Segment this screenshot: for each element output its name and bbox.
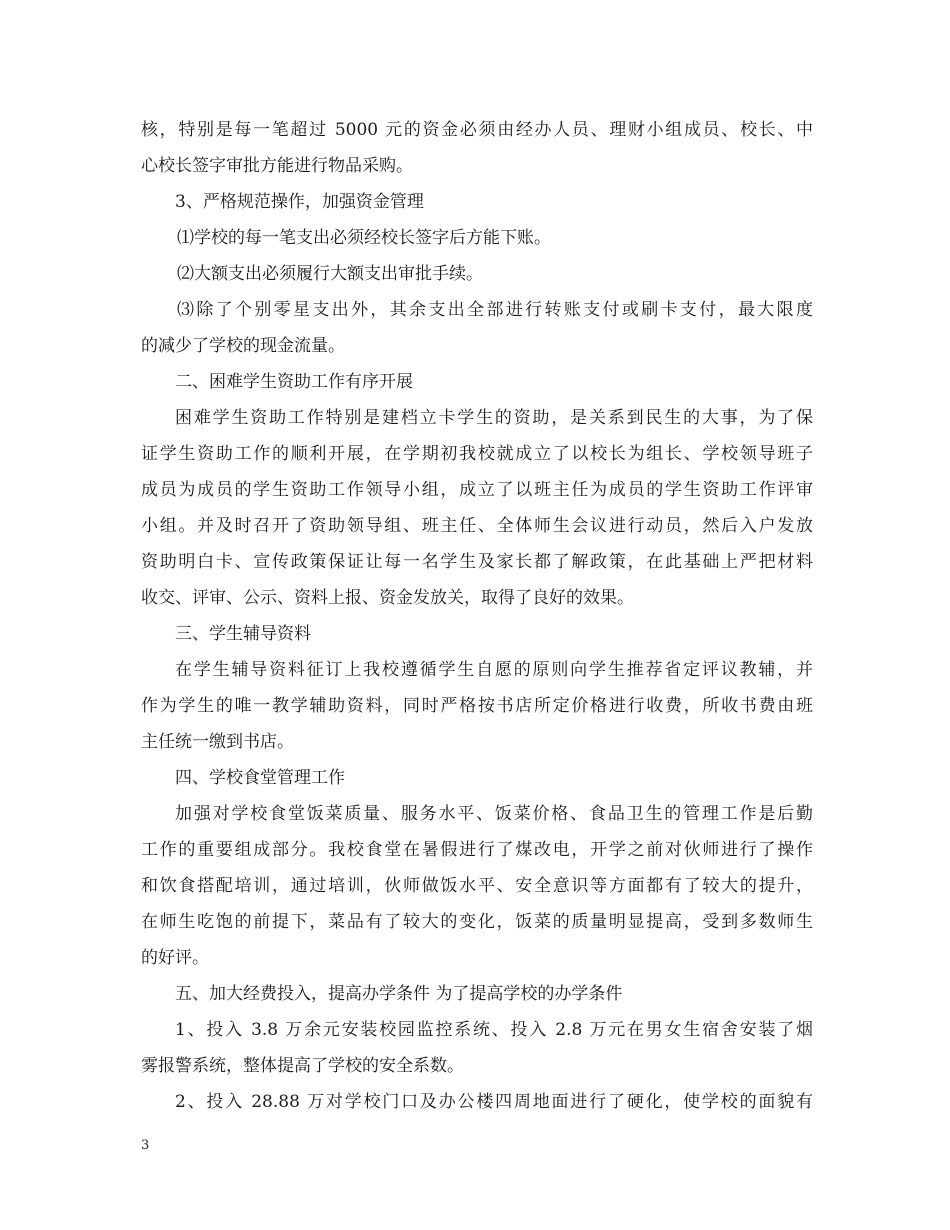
document-body [141, 112, 813, 1120]
list-item: ⑴学校的每一笔支出必须经校长签字后方能下账。 [177, 228, 551, 248]
paragraph-line: 核，特别是每一笔超过 5000 元的资金必须由经办人员、理财小组成员、校长、中 [141, 120, 813, 140]
list-item: ⑵大额支出必须履行大额支出审批手续。 [177, 264, 483, 284]
paragraph-line: 困难学生资助工作特别是建档立卡学生的资助，是关系到民生的大事，为了保 [175, 408, 813, 428]
paragraph-line: 在师生吃饱的前提下，菜品有了较大的变化，饭菜的质量明显提高，受到多数师生 [141, 912, 813, 932]
paragraph-line: 在学生辅导资料征订上我校遵循学生自愿的原则向学生推荐省定评议教辅，并 [175, 660, 813, 680]
paragraph-line: 加强对学校食堂饭菜质量、服务水平、饭菜价格、食品卫生的管理工作是后勤 [175, 804, 813, 824]
paragraph-line: 资助明白卡、宣传政策保证让每一名学生及家长都了解政策，在此基础上严把材料 [141, 552, 813, 572]
paragraph-line: 收交、评审、公示、资料上报、资金发放关，取得了良好的效果。 [141, 588, 634, 608]
paragraph-line: 证学生资助工作的顺利开展，在学期初我校就成立了以校长为组长、学校领导班子 [141, 444, 813, 464]
section-heading: 二、困难学生资助工作有序开展 [175, 372, 413, 392]
paragraph-line: 的减少了学校的现金流量。 [141, 336, 345, 356]
section-heading: 三、学生辅导资料 [175, 624, 311, 644]
section-heading: 五、加大经费投入，提高办学条件 为了提高学校的办学条件 [175, 984, 623, 1004]
paragraph-line: 成员为成员的学生资助工作领导小组，成立了以班主任为成员的学生资助工作评审 [141, 480, 813, 500]
paragraph-line: 的好评。 [141, 948, 209, 968]
paragraph-line: 1、投入 3.8 万余元安装校园监控系统、投入 2.8 万元在男女生宿舍安装了烟 [175, 1020, 813, 1040]
paragraph-line: 2、投入 28.88 万对学校门口及办公楼四周地面进行了硬化，使学校的面貌有 [175, 1092, 813, 1112]
paragraph-line: 和饮食搭配培训，通过培训，伙师做饭水平、安全意识等方面都有了较大的提升， [141, 876, 813, 896]
list-item: ⑶除了个别零星支出外，其余支出全部进行转账支付或刷卡支付，最大限度 [177, 300, 813, 320]
paragraph-line: 心校长签字审批方能进行物品采购。 [141, 156, 413, 176]
paragraph-line: 雾报警系统，整体提高了学校的安全系数。 [141, 1056, 464, 1076]
section-heading: 3、严格规范操作，加强资金管理 [175, 192, 424, 212]
paragraph-line: 小组。并及时召开了资助领导组、班主任、全体师生会议进行动员，然后入户发放 [141, 516, 813, 536]
paragraph-line: 工作的重要组成部分。我校食堂在暑假进行了煤改电，开学之前对伙师进行了操作 [141, 840, 813, 860]
paragraph-line: 作为学生的唯一教学辅助资料，同时严格按书店所定价格进行收费，所收书费由班 [141, 696, 813, 716]
page-number: 3 [141, 1138, 150, 1153]
section-heading: 四、学校食堂管理工作 [175, 768, 345, 788]
paragraph-line: 主任统一缴到书店。 [141, 732, 294, 752]
